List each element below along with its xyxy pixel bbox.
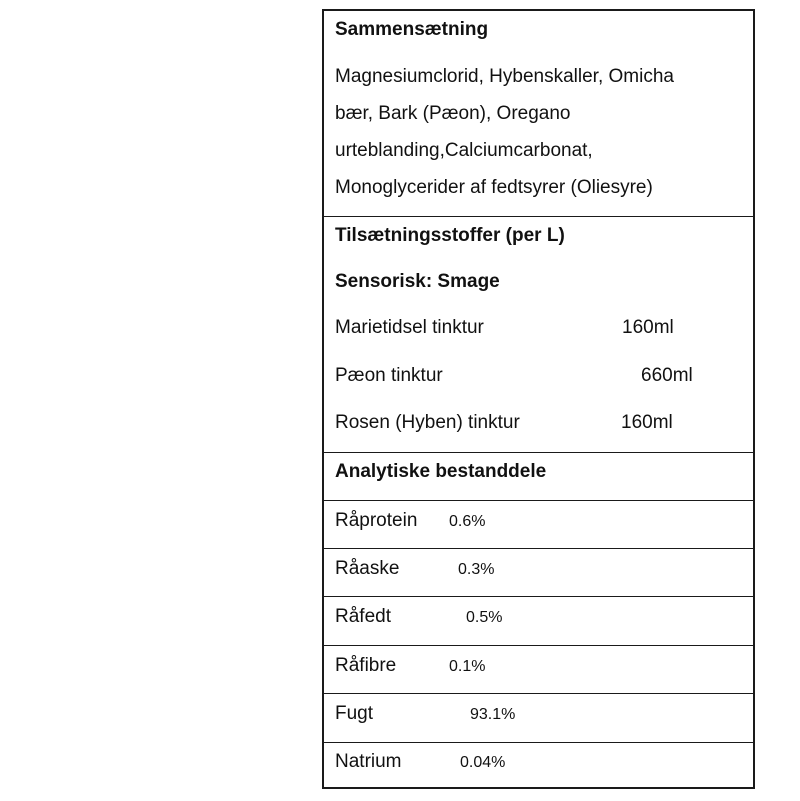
analytics-row-name: Råprotein [335,510,418,531]
analytics-row-value: 0.6% [449,513,486,530]
analytics-row [324,693,753,743]
composition-line: Monoglycerider af fedtsyrer (Oliesyre) [335,177,653,198]
additive-amount: 160ml [622,317,674,338]
analytics-row-name: Råfedt [335,606,391,627]
analytics-heading-row [324,452,753,501]
composition-line: urteblanding,Calciumcarbonat, [335,140,593,161]
analytics-row [324,500,753,549]
analytics-row-value: 0.1% [449,658,486,675]
additive-name: Pæon tinktur [335,365,443,386]
analytics-row [324,596,753,646]
additive-amount: 660ml [641,365,693,386]
composition-heading: Sammensætning [335,19,489,40]
analytics-row-value: 93.1% [470,706,516,723]
analytics-row-value: 0.3% [458,561,495,578]
analytics-row-name: Råaske [335,558,400,579]
additive-amount: 160ml [621,412,673,433]
composition-line: bær, Bark (Pæon), Oregano [335,103,571,124]
analytics-row-name: Råfibre [335,655,397,676]
analytics-heading: Analytiske bestanddele [335,461,547,482]
analytics-row [324,742,753,789]
additives-section [324,216,753,453]
analytics-row [324,548,753,597]
analytics-row-name: Natrium [335,751,402,772]
product-label-table [322,9,755,789]
additive-name: Marietidsel tinktur [335,317,484,338]
composition-section [324,11,753,217]
analytics-row [324,645,753,694]
additives-heading: Tilsætningsstoffer (per L) [335,225,565,246]
composition-line: Magnesiumclorid, Hybenskaller, Omicha [335,66,674,87]
additives-subheading: Sensorisk: Smage [335,271,500,292]
analytics-row-value: 0.5% [466,609,503,626]
additive-name: Rosen (Hyben) tinktur [335,412,520,433]
analytics-row-value: 0.04% [460,754,506,771]
analytics-row-name: Fugt [335,703,374,724]
